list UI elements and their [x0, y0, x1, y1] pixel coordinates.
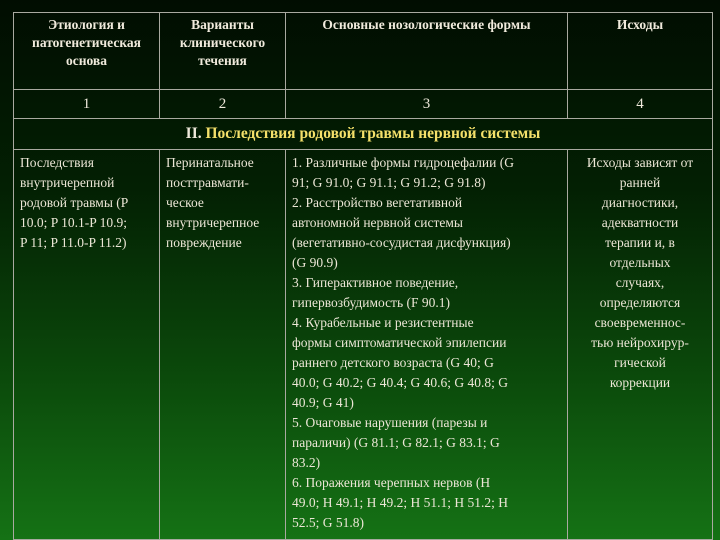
- text-line: тью нейрохирур-: [591, 335, 689, 350]
- text-line: 40.9; G 41): [292, 395, 354, 410]
- column-number-3: 3: [422, 96, 431, 112]
- text-line: повреждение: [166, 235, 242, 250]
- cell-variants: [160, 150, 286, 540]
- section-cell: [14, 119, 713, 150]
- text-line: 1. Различные формы гидроцефалии (G: [292, 155, 514, 170]
- text-line: внутричерепное: [166, 215, 260, 230]
- text-line: Основные нозологические формы: [322, 17, 531, 32]
- text-line: 10.0; P 10.1-P 10.9;: [20, 215, 128, 230]
- text-line: клинического: [179, 35, 266, 50]
- header-variants: [160, 13, 286, 90]
- outcomes-text: [568, 150, 712, 393]
- text-line: случаях,: [615, 275, 665, 290]
- text-line: автономной нервной системы: [292, 215, 463, 230]
- section-heading: [14, 119, 712, 149]
- text-line: Исходы: [616, 17, 664, 32]
- text-line: 83.2): [292, 455, 321, 470]
- text-line: ранней: [619, 175, 661, 190]
- text-line: P 11; P 11.0-P 11.2): [20, 235, 127, 250]
- header-outcomes: [568, 13, 713, 90]
- text-line: гической: [614, 355, 666, 370]
- forms-text: [286, 150, 567, 533]
- text-line: 6. Поражения черепных нервов (H: [292, 475, 491, 490]
- cell-forms: [286, 150, 568, 540]
- text-line: диагностики,: [601, 195, 679, 210]
- text-line: 49.0; H 49.1; H 49.2; H 51.1; H 51.2; H: [292, 495, 508, 510]
- text-line: терапии и, в: [605, 235, 675, 250]
- section-number: II.: [185, 125, 202, 142]
- header-etiology: [14, 13, 160, 90]
- text-line: основа: [66, 53, 107, 68]
- text-line: течения: [198, 53, 247, 68]
- header-outcomes-text: [568, 13, 712, 34]
- header-forms-text: [286, 13, 567, 34]
- text-line: посттравмати-: [166, 175, 249, 190]
- text-line: Исходы зависят от: [586, 155, 694, 170]
- text-line: определяются: [599, 295, 681, 310]
- text-line: формы симптоматической эпилепсии: [292, 335, 507, 350]
- text-line: адекватности: [601, 215, 679, 230]
- variants-text: [160, 150, 285, 253]
- text-line: патогенетическая: [32, 35, 141, 50]
- text-line: 4. Курабельные и резистентные: [292, 315, 474, 330]
- text-line: 91; G 91.0; G 91.1; G 91.2; G 91.8): [292, 175, 486, 190]
- cell-etiology: [14, 150, 160, 540]
- header-row: [14, 13, 713, 90]
- section-title: Последствия родовой травмы нервной системы: [205, 125, 541, 142]
- column-number-1: 1: [82, 96, 91, 112]
- column-number-4: 4: [636, 96, 644, 112]
- section-row: [14, 119, 713, 150]
- text-line: Перинатальное: [166, 155, 254, 170]
- text-line: гипервозбудимость (F 90.1): [292, 295, 450, 310]
- text-line: Последствия: [20, 155, 94, 170]
- text-line: своевременнос-: [594, 315, 686, 330]
- column-number-2: 2: [218, 96, 227, 112]
- text-line: Варианты: [191, 17, 254, 32]
- text-line: Этиология и: [48, 17, 125, 32]
- text-line: внутричерепной: [20, 175, 115, 190]
- text-line: ческое: [166, 195, 204, 210]
- text-line: 2. Расстройство вегетативной: [292, 195, 463, 210]
- etiology-text: [14, 150, 159, 253]
- text-line: 40.0; G 40.2; G 40.4; G 40.6; G 40.8; G: [292, 375, 508, 390]
- text-line: родовой травмы (P: [20, 195, 129, 210]
- text-line: параличи) (G 81.1; G 82.1; G 83.1; G: [292, 435, 500, 450]
- text-line: 52.5; G 51.8): [292, 515, 364, 530]
- cell-outcomes: [568, 150, 713, 540]
- header-forms: [286, 13, 568, 90]
- text-line: коррекции: [609, 375, 671, 390]
- text-line: 5. Очаговые нарушения (парезы и: [292, 415, 488, 430]
- data-row: [14, 150, 713, 540]
- text-line: отдельных: [609, 255, 671, 270]
- header-etiology-text: [14, 13, 159, 70]
- text-line: (G 90.9): [292, 255, 338, 270]
- header-variants-text: [160, 13, 285, 70]
- text-line: 3. Гиперактивное поведение,: [292, 275, 459, 290]
- column-number-row: [14, 90, 713, 119]
- text-line: раннего детского возраста (G 40; G: [292, 355, 494, 370]
- text-line: (вегетативно-сосудистая дисфункция): [292, 235, 511, 250]
- classification-table: [13, 12, 713, 540]
